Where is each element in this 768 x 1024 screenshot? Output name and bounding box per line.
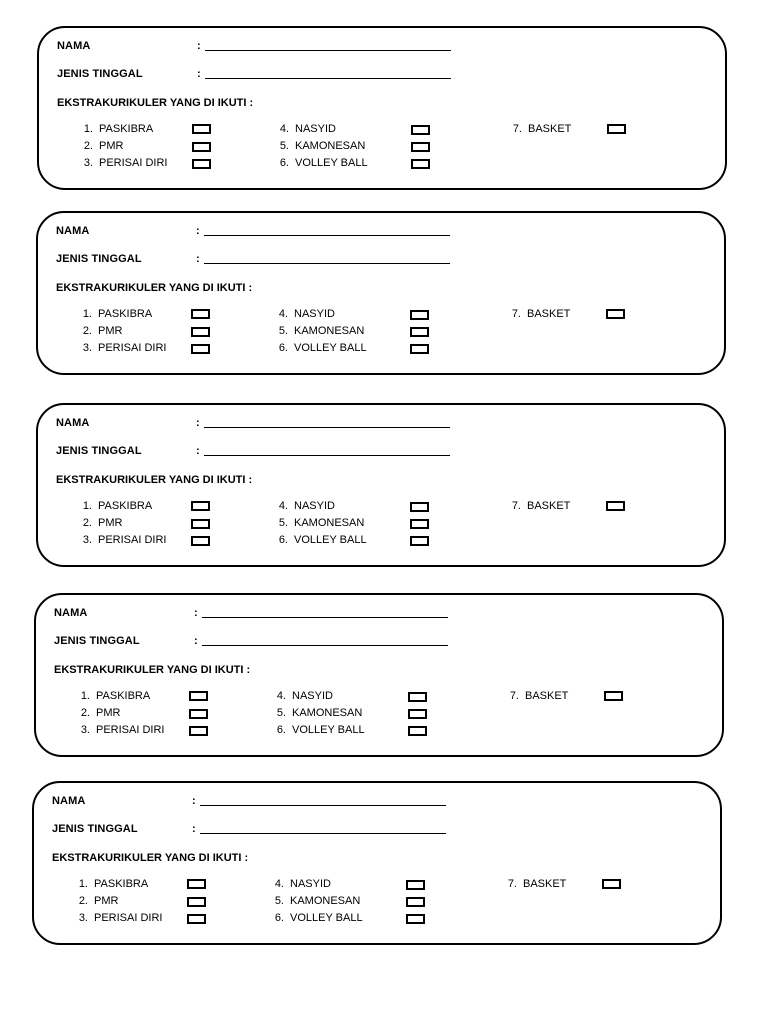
checkbox-pmr[interactable]: [192, 142, 211, 152]
jenis-tinggal-label: JENIS TINGGAL: [56, 445, 142, 457]
registration-form-card-3: [36, 403, 726, 567]
option-paskibra: 1. PASKIBRA: [82, 500, 153, 512]
checkbox-nasyid[interactable]: [411, 125, 430, 135]
option-kamonesan: 5. KAMONESAN: [276, 707, 363, 719]
checkbox-volley-ball[interactable]: [410, 536, 429, 546]
option-basket: 7. BASKET: [512, 123, 572, 135]
option-perisai-diri: 3. PERISAI DIRI: [82, 534, 167, 546]
jenis-tinggal-input-line[interactable]: [204, 455, 450, 456]
checkbox-nasyid[interactable]: [410, 310, 429, 320]
checkbox-pmr[interactable]: [191, 519, 210, 529]
ekstrakurikuler-title: EKSTRAKURIKULER YANG DI IKUTI :: [56, 474, 253, 486]
option-paskibra: 1. PASKIBRA: [83, 123, 154, 135]
jenis-tinggal-colon: :: [197, 68, 201, 80]
ekstrakurikuler-title: EKSTRAKURIKULER YANG DI IKUTI :: [52, 852, 249, 864]
checkbox-nasyid[interactable]: [410, 502, 429, 512]
nama-input-line[interactable]: [200, 805, 446, 806]
registration-form-card-4: [34, 593, 724, 757]
nama-label: NAMA: [57, 40, 91, 52]
nama-input-line[interactable]: [204, 235, 450, 236]
option-volley-ball: 6. VOLLEY BALL: [279, 157, 368, 169]
checkbox-basket[interactable]: [606, 501, 625, 511]
option-pmr: 2. PMR: [82, 517, 123, 529]
jenis-tinggal-colon: :: [196, 253, 200, 265]
nama-colon: :: [196, 225, 200, 237]
option-volley-ball: 6. VOLLEY BALL: [276, 724, 365, 736]
option-paskibra: 1. PASKIBRA: [78, 878, 149, 890]
option-basket: 7. BASKET: [511, 500, 571, 512]
nama-colon: :: [194, 607, 198, 619]
checkbox-perisai-diri[interactable]: [192, 159, 211, 169]
option-perisai-diri: 3. PERISAI DIRI: [78, 912, 163, 924]
checkbox-basket[interactable]: [602, 879, 621, 889]
checkbox-paskibra[interactable]: [189, 691, 208, 701]
option-volley-ball: 6. VOLLEY BALL: [278, 534, 367, 546]
checkbox-volley-ball[interactable]: [411, 159, 430, 169]
checkbox-kamonesan[interactable]: [406, 897, 425, 907]
checkbox-basket[interactable]: [604, 691, 623, 701]
nama-label: NAMA: [56, 225, 90, 237]
option-kamonesan: 5. KAMONESAN: [279, 140, 366, 152]
option-nasyid: 4. NASYID: [276, 690, 333, 702]
option-kamonesan: 5. KAMONESAN: [278, 325, 365, 337]
registration-form-card-5: [32, 781, 722, 945]
option-perisai-diri: 3. PERISAI DIRI: [83, 157, 168, 169]
nama-input-line[interactable]: [204, 427, 450, 428]
nama-label: NAMA: [52, 795, 86, 807]
jenis-tinggal-label: JENIS TINGGAL: [52, 823, 138, 835]
jenis-tinggal-label: JENIS TINGGAL: [57, 68, 143, 80]
option-pmr: 2. PMR: [83, 140, 124, 152]
checkbox-paskibra[interactable]: [191, 501, 210, 511]
option-volley-ball: 6. VOLLEY BALL: [274, 912, 363, 924]
checkbox-nasyid[interactable]: [406, 880, 425, 890]
registration-form-card-1: [37, 26, 727, 190]
checkbox-basket[interactable]: [607, 124, 626, 134]
checkbox-perisai-diri[interactable]: [191, 536, 210, 546]
option-basket: 7. BASKET: [509, 690, 569, 702]
ekstrakurikuler-title: EKSTRAKURIKULER YANG DI IKUTI :: [54, 664, 251, 676]
checkbox-volley-ball[interactable]: [406, 914, 425, 924]
checkbox-perisai-diri[interactable]: [189, 726, 208, 736]
checkbox-kamonesan[interactable]: [410, 327, 429, 337]
jenis-tinggal-input-line[interactable]: [202, 645, 448, 646]
jenis-tinggal-colon: :: [196, 445, 200, 457]
jenis-tinggal-input-line[interactable]: [204, 263, 450, 264]
checkbox-basket[interactable]: [606, 309, 625, 319]
option-basket: 7. BASKET: [511, 308, 571, 320]
jenis-tinggal-input-line[interactable]: [205, 78, 451, 79]
option-pmr: 2. PMR: [78, 895, 119, 907]
jenis-tinggal-label: JENIS TINGGAL: [56, 253, 142, 265]
checkbox-pmr[interactable]: [187, 897, 206, 907]
option-paskibra: 1. PASKIBRA: [82, 308, 153, 320]
checkbox-perisai-diri[interactable]: [187, 914, 206, 924]
option-kamonesan: 5. KAMONESAN: [278, 517, 365, 529]
nama-colon: :: [196, 417, 200, 429]
ekstrakurikuler-title: EKSTRAKURIKULER YANG DI IKUTI :: [56, 282, 253, 294]
option-nasyid: 4. NASYID: [278, 308, 335, 320]
option-nasyid: 4. NASYID: [274, 878, 331, 890]
nama-label: NAMA: [54, 607, 88, 619]
nama-input-line[interactable]: [202, 617, 448, 618]
option-pmr: 2. PMR: [80, 707, 121, 719]
option-perisai-diri: 3. PERISAI DIRI: [82, 342, 167, 354]
checkbox-kamonesan[interactable]: [408, 709, 427, 719]
checkbox-pmr[interactable]: [189, 709, 208, 719]
nama-label: NAMA: [56, 417, 90, 429]
option-nasyid: 4. NASYID: [279, 123, 336, 135]
checkbox-perisai-diri[interactable]: [191, 344, 210, 354]
registration-form-card-2: [36, 211, 726, 375]
checkbox-paskibra[interactable]: [191, 309, 210, 319]
checkbox-kamonesan[interactable]: [411, 142, 430, 152]
ekstrakurikuler-title: EKSTRAKURIKULER YANG DI IKUTI :: [57, 97, 254, 109]
jenis-tinggal-colon: :: [194, 635, 198, 647]
option-nasyid: 4. NASYID: [278, 500, 335, 512]
jenis-tinggal-input-line[interactable]: [200, 833, 446, 834]
nama-input-line[interactable]: [205, 50, 451, 51]
nama-colon: :: [192, 795, 196, 807]
checkbox-volley-ball[interactable]: [408, 726, 427, 736]
option-basket: 7. BASKET: [507, 878, 567, 890]
checkbox-kamonesan[interactable]: [410, 519, 429, 529]
checkbox-paskibra[interactable]: [192, 124, 211, 134]
option-volley-ball: 6. VOLLEY BALL: [278, 342, 367, 354]
checkbox-pmr[interactable]: [191, 327, 210, 337]
option-paskibra: 1. PASKIBRA: [80, 690, 151, 702]
option-pmr: 2. PMR: [82, 325, 123, 337]
checkbox-paskibra[interactable]: [187, 879, 206, 889]
checkbox-nasyid[interactable]: [408, 692, 427, 702]
nama-colon: :: [197, 40, 201, 52]
jenis-tinggal-label: JENIS TINGGAL: [54, 635, 140, 647]
option-perisai-diri: 3. PERISAI DIRI: [80, 724, 165, 736]
jenis-tinggal-colon: :: [192, 823, 196, 835]
option-kamonesan: 5. KAMONESAN: [274, 895, 361, 907]
checkbox-volley-ball[interactable]: [410, 344, 429, 354]
